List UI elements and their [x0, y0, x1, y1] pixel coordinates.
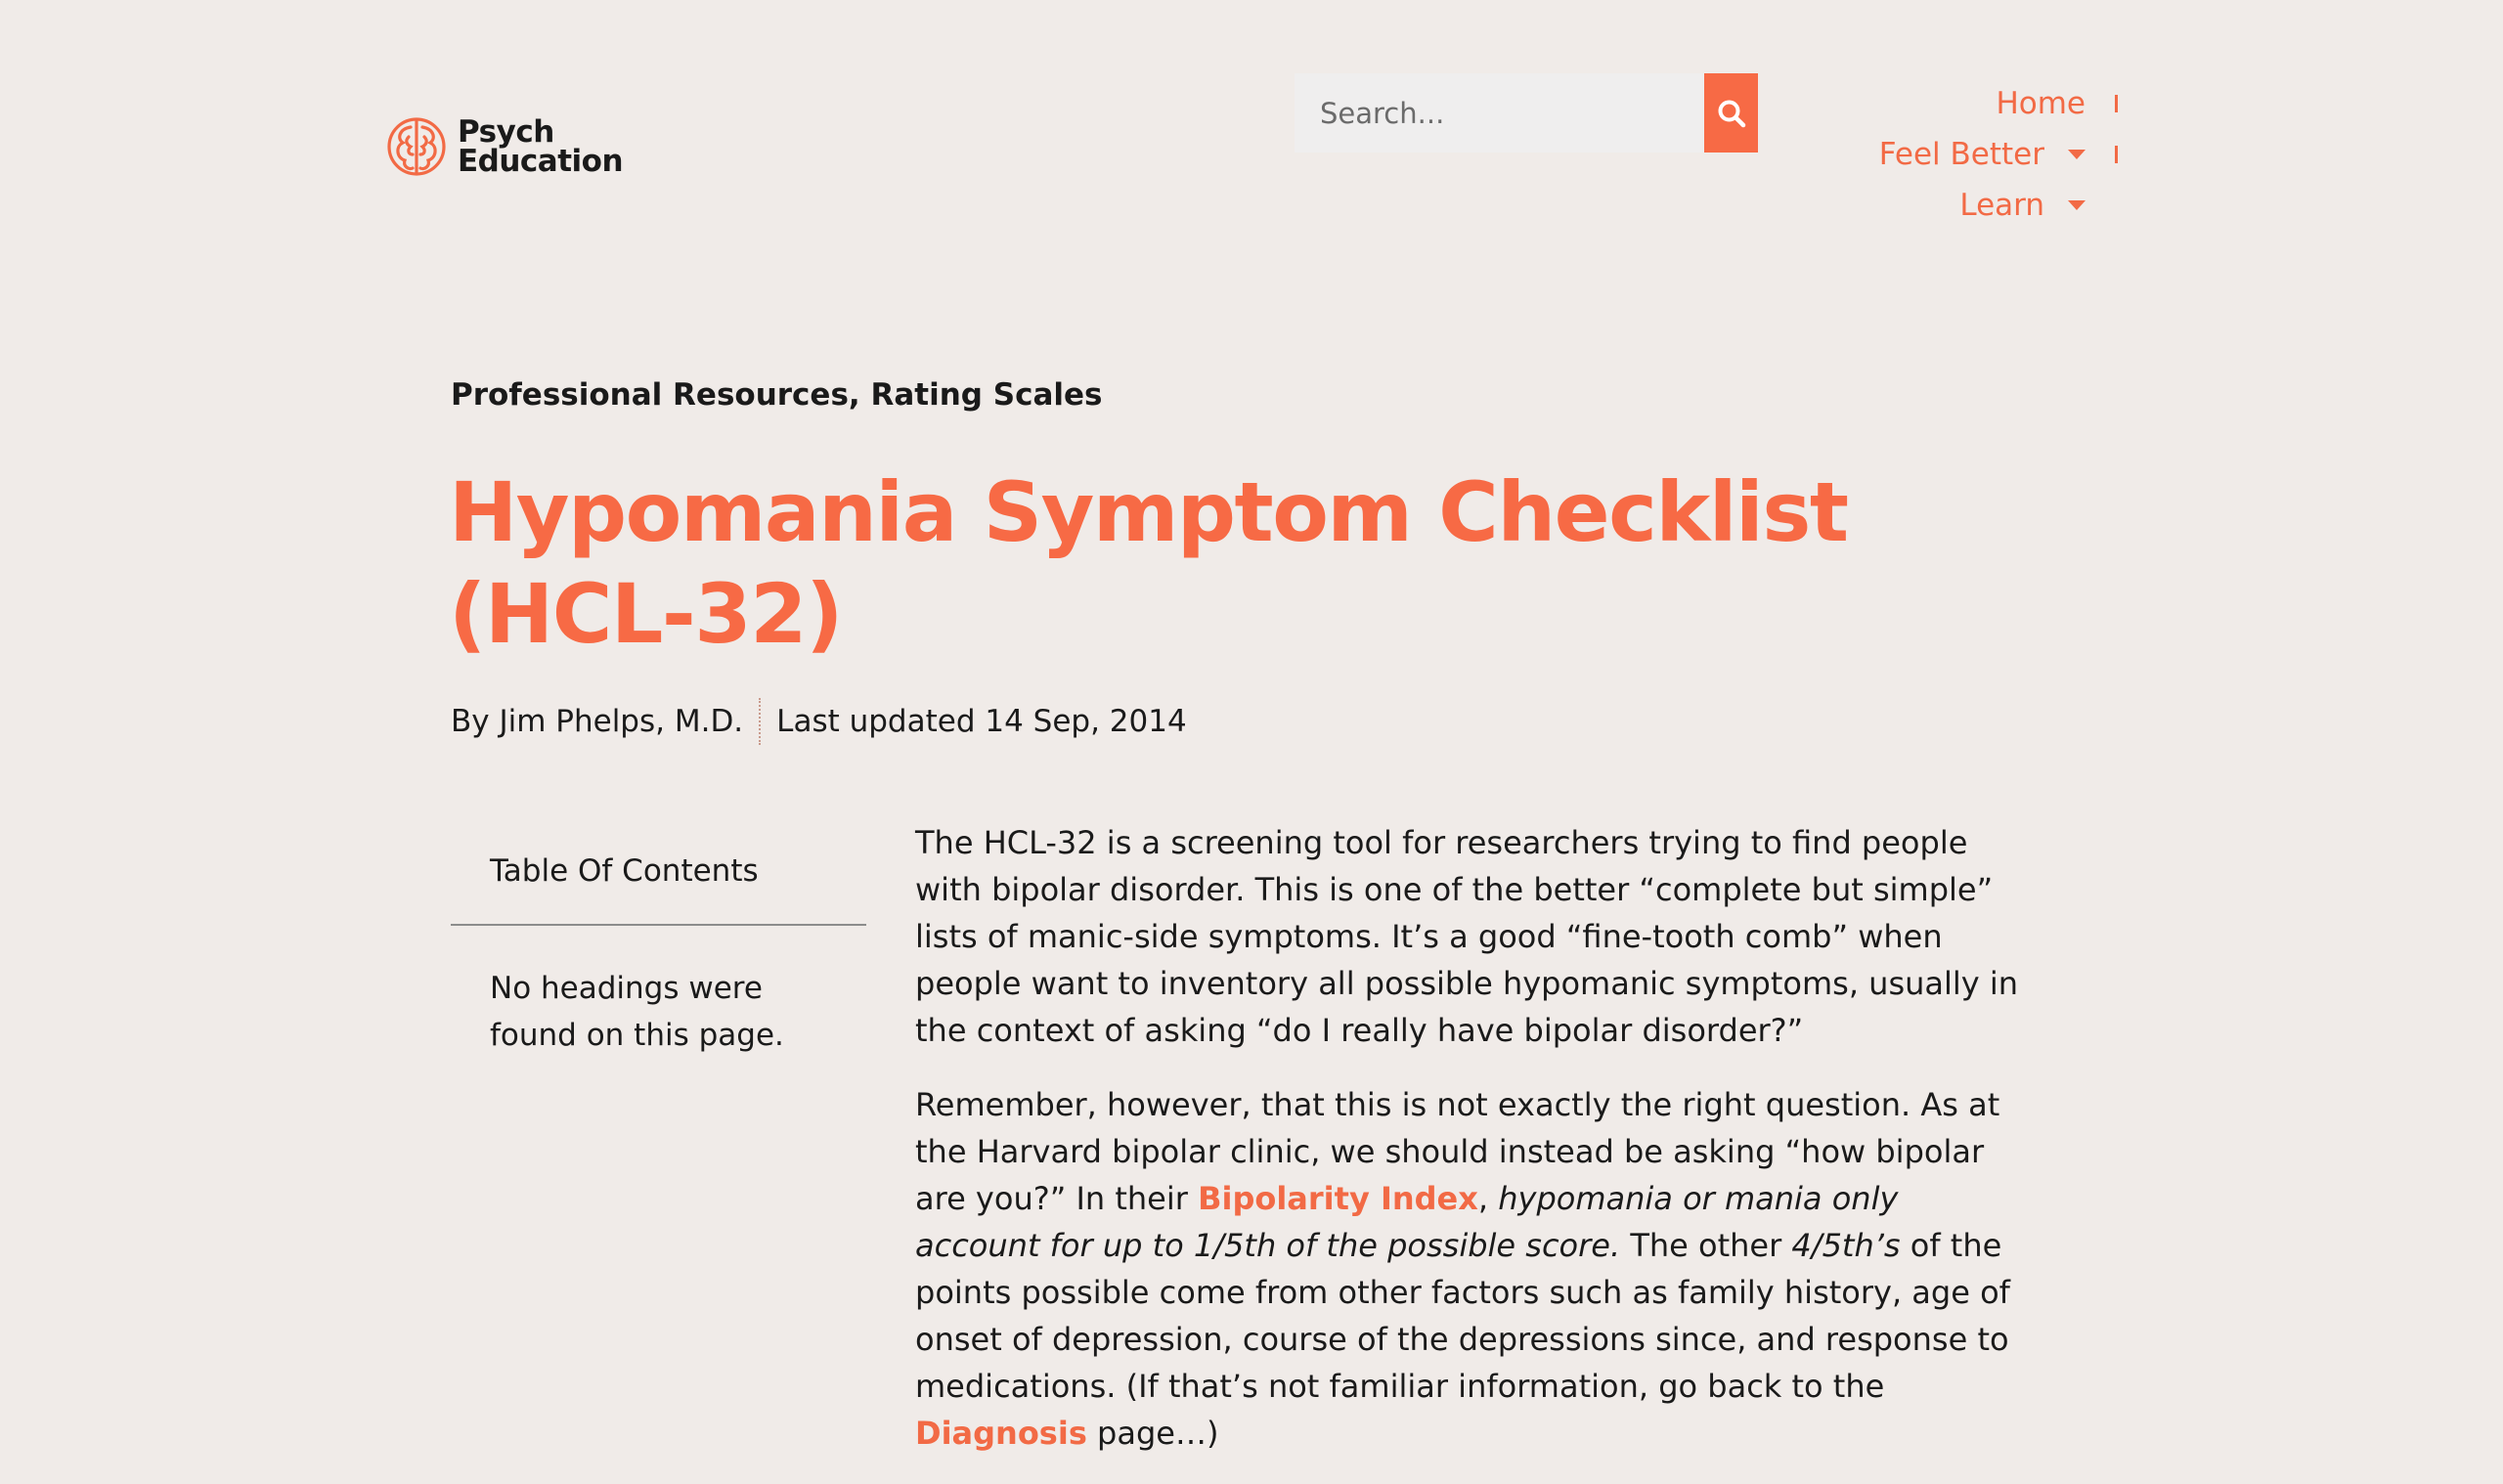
nav-item-feel-better[interactable] [1879, 129, 2118, 180]
logo-wordmark [458, 114, 624, 179]
link-diagnosis[interactable]: Diagnosis [915, 1415, 1087, 1452]
emphasis-text: 4/5th’s [1791, 1227, 1901, 1264]
category-link-professional-resources[interactable]: Professional Resources [451, 377, 849, 413]
toc-heading[interactable]: Table Of Contents [451, 836, 866, 926]
search-form [1295, 73, 1758, 153]
article-body [915, 819, 2020, 1484]
nav-separator [2115, 146, 2118, 163]
post-updated-date: Last updated 14 Sep, 2014 [776, 704, 1187, 739]
nav-label-feel-better: Feel Better [1878, 137, 2044, 172]
nav-item-learn[interactable] [1959, 180, 2118, 231]
category-link-rating-scales[interactable]: Rating Scales [870, 377, 1103, 413]
post-meta [451, 698, 1187, 745]
paragraph-bipolarity [915, 1081, 2020, 1457]
brain-logo-icon [385, 115, 448, 178]
meta-divider [759, 698, 761, 745]
text-segment: The other [1620, 1227, 1792, 1264]
search-input[interactable] [1295, 73, 1704, 153]
nav-label-learn: Learn [1959, 188, 2044, 223]
page-title: Hypomania Symptom Checklist (HCL-32) [449, 464, 1848, 662]
table-of-contents [451, 836, 866, 1059]
paragraph-intro: The HCL-32 is a screening tool for researchers trying to find people with bipolar disorder. This is one of the better “complete but simple” lists of manic-side symptoms. It’s a good “fine-tooth comb” when people want to inventory all possible hypomanic symptoms, usually in the context of asking “do I really have bipolar disorder?” [915, 824, 2019, 1049]
toc-empty-message: No headings were found on this page. [490, 971, 784, 1053]
nav-label-home: Home [1996, 86, 2086, 121]
search-icon [1716, 98, 1747, 129]
site-logo[interactable] [385, 115, 623, 178]
post-author: By Jim Phelps, M.D. [451, 704, 744, 739]
search-button[interactable] [1704, 73, 1758, 153]
nav-separator [2115, 95, 2118, 112]
text-segment: of the points possible come from other factors such as family history, age of onset of depression, course of the depressions since, and response to medications. (If that’s not familiar information, go back to the [915, 1227, 2010, 1405]
logo-line-2: Education [458, 144, 624, 179]
link-bipolarity-index[interactable]: Bipolarity Index [1198, 1180, 1478, 1217]
nav-item-home[interactable] [1996, 78, 2118, 129]
category-separator: , [848, 377, 860, 413]
text-segment: Remember, however, that this is not exactly the right question. As at the Harvard bipolar clinic, we should instead be asking “how bipolar are you?” In their [915, 1086, 2000, 1217]
emphasis-text: hypomania or mania only account for up to 1/5th of the possible score. [915, 1180, 1899, 1264]
text-segment: , [1477, 1180, 1499, 1217]
caret-down-icon[interactable] [2068, 150, 2086, 159]
main-nav [1879, 78, 2118, 231]
caret-down-icon[interactable] [2068, 200, 2086, 210]
text-segment: page…) [1086, 1415, 1219, 1452]
logo-line-1: Psych [458, 114, 554, 150]
post-categories [451, 377, 1103, 413]
